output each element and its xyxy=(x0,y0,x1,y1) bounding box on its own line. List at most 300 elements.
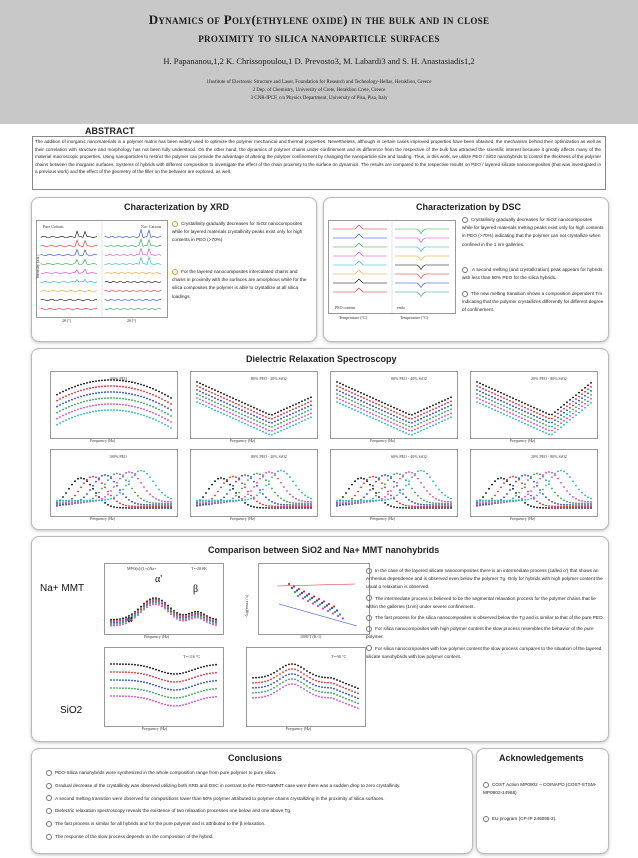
dielectric-data-point xyxy=(310,501,312,503)
dielectric-data-point xyxy=(536,424,538,426)
dielectric-data-point xyxy=(423,506,425,508)
dielectric-data-point xyxy=(381,417,383,419)
dielectric-data-point xyxy=(128,381,130,383)
dielectric-data-point xyxy=(271,434,273,436)
sio2-data-point xyxy=(273,687,275,689)
dielectric-data-point xyxy=(271,422,273,424)
dielectric-data-point xyxy=(137,495,139,497)
sio2-data-point xyxy=(315,695,317,697)
dielectric-data-point xyxy=(277,431,279,433)
sio2-data-point xyxy=(149,683,151,685)
dielectric-data-point xyxy=(119,404,121,406)
sio2-data-point xyxy=(143,681,145,683)
sio2-data-point xyxy=(167,688,169,690)
dielectric-data-point xyxy=(551,472,553,474)
dielectric-data-point xyxy=(363,393,365,395)
dielectric-data-point xyxy=(307,414,309,416)
sio2-data-point xyxy=(185,703,187,705)
sio2-data-point xyxy=(200,691,202,693)
sio2-data-point xyxy=(185,671,187,673)
dielectric-data-point xyxy=(584,407,586,409)
dielectric-data-point xyxy=(372,417,374,419)
dielectric-plot-svg xyxy=(471,372,597,438)
dielectric-data-point xyxy=(89,489,91,491)
dielectric-data-point xyxy=(62,415,64,417)
dielectric-data-point xyxy=(438,489,440,491)
dielectric-data-point xyxy=(375,399,377,401)
dielectric-data-point xyxy=(134,394,136,396)
bullet-icon xyxy=(462,217,468,223)
dsc-note-right: endo xyxy=(397,305,405,310)
mmt-loss-plot xyxy=(104,563,224,635)
sio2-data-point xyxy=(318,676,320,678)
relaxation-map-xlabel: 1000/T (K-1) xyxy=(300,634,322,639)
dielectric-data-point xyxy=(429,506,431,508)
dielectric-data-point xyxy=(158,391,160,393)
dielectric-data-point xyxy=(399,492,401,494)
dielectric-data-point xyxy=(342,500,344,502)
sio2-data-point xyxy=(357,708,359,710)
dielectric-data-point xyxy=(450,412,452,414)
sio2-data-point xyxy=(306,670,308,672)
dielectric-data-point xyxy=(530,476,532,478)
sio2-data-point xyxy=(170,689,172,691)
dielectric-data-point xyxy=(375,495,377,497)
dielectric-data-point xyxy=(402,415,404,417)
sio2-data-point xyxy=(288,679,290,681)
sio2-data-point xyxy=(261,696,263,698)
dielectric-data-point xyxy=(170,421,172,423)
dielectric-data-point xyxy=(479,500,481,502)
dielectric-data-point xyxy=(152,504,154,506)
dielectric-data-point xyxy=(423,425,425,427)
relaxation-map-point xyxy=(319,603,321,605)
dielectric-data-point xyxy=(363,482,365,484)
dielectric-data-point xyxy=(68,500,70,502)
sio2-data-point xyxy=(267,695,269,697)
dielectric-data-point xyxy=(283,421,285,423)
dielectric-data-point xyxy=(497,399,499,401)
dielectric-data-point xyxy=(220,400,222,402)
dielectric-data-point xyxy=(575,504,577,506)
dielectric-data-point xyxy=(545,432,547,434)
dielectric-data-point xyxy=(140,384,142,386)
dielectric-data-point xyxy=(146,473,148,475)
dielectric-data-point xyxy=(226,403,228,405)
dielectric-data-point xyxy=(232,417,234,419)
sio2-data-point xyxy=(113,671,115,673)
dielectric-data-point xyxy=(80,486,82,488)
dielectric-data-point xyxy=(509,476,511,478)
dielectric-data-point xyxy=(527,493,529,495)
dielectric-data-point xyxy=(68,412,70,414)
dielectric-data-point xyxy=(378,492,380,494)
dielectric-data-point xyxy=(426,490,428,492)
dielectric-data-point xyxy=(170,397,172,399)
dielectric-data-point xyxy=(104,379,106,381)
dielectric-data-point xyxy=(250,413,252,415)
dielectric-data-point xyxy=(134,506,136,508)
sio2-data-point xyxy=(285,680,287,682)
relaxation-fit-line xyxy=(279,604,357,626)
sio2-data-point xyxy=(170,705,172,707)
dielectric-data-point xyxy=(444,403,446,405)
dielectric-data-point xyxy=(369,412,371,414)
dielectric-data-point xyxy=(196,397,198,399)
dielectric-data-point xyxy=(274,421,276,423)
dielectric-data-point xyxy=(265,505,267,507)
relaxation-map-point xyxy=(322,607,324,609)
dielectric-data-point xyxy=(420,410,422,412)
dielectric-data-point xyxy=(402,507,404,509)
dielectric-data-point xyxy=(384,486,386,488)
dielectric-data-point xyxy=(286,415,288,417)
sio2-data-point xyxy=(182,680,184,682)
dielectric-data-point xyxy=(372,476,374,478)
dielectric-data-point xyxy=(414,492,416,494)
dielectric-data-point xyxy=(295,415,297,417)
dielectric-data-point xyxy=(575,398,577,400)
dielectric-data-point xyxy=(83,413,85,415)
sio2-data-point xyxy=(176,689,178,691)
dielectric-data-point xyxy=(521,499,523,501)
sio2-data-point xyxy=(330,697,332,699)
dielectric-data-point xyxy=(289,426,291,428)
dielectric-data-point xyxy=(68,388,70,390)
dielectric-data-point xyxy=(369,500,371,502)
dielectric-data-point xyxy=(122,507,124,509)
dielectric-data-point xyxy=(423,504,425,506)
dielectric-data-point xyxy=(134,507,136,509)
sio2-data-point xyxy=(152,684,154,686)
dielectric-data-point xyxy=(116,501,118,503)
dielectric-data-point xyxy=(140,414,142,416)
dielectric-data-point xyxy=(345,397,347,399)
dielectric-data-point xyxy=(247,504,249,506)
dielectric-data-point xyxy=(134,406,136,408)
dsc-trace-line xyxy=(395,274,449,279)
dielectric-data-point xyxy=(304,495,306,497)
sio2-data-point xyxy=(176,673,178,675)
dielectric-data-point xyxy=(164,424,166,426)
dielectric-data-point xyxy=(569,506,571,508)
sio2-data-point xyxy=(212,672,214,674)
dielectric-xlabel: Frequency (Hz) xyxy=(510,438,536,443)
sio2-data-point xyxy=(188,678,190,680)
dielectric-data-point xyxy=(524,502,526,504)
dielectric-data-point xyxy=(581,389,583,391)
dielectric-data-point xyxy=(503,482,505,484)
conclusion-item: The fast process is similar for all hybrids and for the pure polymer and is attributed to the β relaxation. xyxy=(46,820,468,828)
dielectric-data-point xyxy=(92,405,94,407)
sio2-data-point xyxy=(179,705,181,707)
dielectric-data-point xyxy=(244,486,246,488)
sio2-loss-plot-1 xyxy=(104,647,224,727)
sio2-data-point xyxy=(318,696,320,698)
dielectric-data-point xyxy=(205,389,207,391)
dielectric-data-point xyxy=(414,429,416,431)
dielectric-data-point xyxy=(247,404,249,406)
dielectric-data-point xyxy=(295,498,297,500)
dielectric-data-point xyxy=(289,504,291,506)
dielectric-data-point xyxy=(375,415,377,417)
dielectric-data-point xyxy=(569,493,571,495)
dielectric-data-point xyxy=(280,504,282,506)
dielectric-data-point xyxy=(512,413,514,415)
dielectric-data-point xyxy=(515,411,517,413)
dielectric-data-point xyxy=(545,472,547,474)
dielectric-data-point xyxy=(104,397,106,399)
dielectric-data-point xyxy=(396,420,398,422)
dielectric-data-point xyxy=(509,400,511,402)
dielectric-data-point xyxy=(527,475,529,477)
dielectric-data-point xyxy=(530,425,532,427)
dielectric-data-point xyxy=(584,399,586,401)
dielectric-data-point xyxy=(584,395,586,397)
dielectric-data-point xyxy=(390,425,392,427)
dielectric-data-point xyxy=(348,407,350,409)
dielectric-data-point xyxy=(387,504,389,506)
sio2-data-point xyxy=(167,696,169,698)
dielectric-data-point xyxy=(381,488,383,490)
sio2-data-point xyxy=(267,690,269,692)
dielectric-data-point xyxy=(271,507,273,509)
dielectric-data-point xyxy=(149,405,151,407)
dielectric-data-point xyxy=(387,404,389,406)
dielectric-data-point xyxy=(429,410,431,412)
dielectric-data-point xyxy=(226,500,228,502)
dielectric-data-point xyxy=(170,498,172,500)
dielectric-data-point xyxy=(393,481,395,483)
dielectric-data-point xyxy=(149,506,151,508)
sio2-data-point xyxy=(255,687,257,689)
dielectric-data-point xyxy=(214,409,216,411)
dielectric-data-point xyxy=(441,408,443,410)
dielectric-data-point xyxy=(354,401,356,403)
dielectric-data-point xyxy=(277,503,279,505)
sio2-data-point xyxy=(119,663,121,665)
dielectric-data-point xyxy=(578,408,580,410)
bullet-icon xyxy=(366,568,372,574)
dielectric-data-point xyxy=(229,489,231,491)
dielectric-data-point xyxy=(432,409,434,411)
dielectric-data-point xyxy=(360,477,362,479)
sio2-data-point xyxy=(125,679,127,681)
dielectric-data-point xyxy=(229,400,231,402)
dielectric-data-point xyxy=(515,403,517,405)
dielectric-data-point xyxy=(214,389,216,391)
dielectric-data-point xyxy=(146,386,148,388)
dielectric-plot xyxy=(190,449,318,517)
dielectric-data-point xyxy=(378,420,380,422)
mmt-data-point xyxy=(164,608,166,610)
dielectric-data-point xyxy=(384,423,386,425)
sio2-data-point xyxy=(197,667,199,669)
dielectric-data-point xyxy=(396,485,398,487)
dielectric-data-point xyxy=(164,412,166,414)
dielectric-data-point xyxy=(587,392,589,394)
dielectric-data-point xyxy=(435,485,437,487)
bullet-icon xyxy=(46,783,52,789)
dielectric-data-point xyxy=(107,479,109,481)
relaxation-map-point xyxy=(299,593,301,595)
dielectric-data-point xyxy=(256,482,258,484)
dielectric-data-point xyxy=(304,503,306,505)
dielectric-data-point xyxy=(512,500,514,502)
dielectric-data-point xyxy=(554,473,556,475)
dielectric-data-point xyxy=(509,396,511,398)
dielectric-data-point xyxy=(298,410,300,412)
dielectric-data-point xyxy=(274,506,276,508)
dielectric-data-point xyxy=(146,490,148,492)
dielectric-data-point xyxy=(98,410,100,412)
dielectric-data-point xyxy=(71,417,73,419)
dielectric-data-point xyxy=(134,502,136,504)
dielectric-data-point xyxy=(521,401,523,403)
dielectric-data-point xyxy=(366,479,368,481)
dielectric-data-point xyxy=(363,397,365,399)
dielectric-data-point xyxy=(307,398,309,400)
sio2-data-point xyxy=(212,680,214,682)
dielectric-data-point xyxy=(202,496,204,498)
dielectric-data-point xyxy=(205,401,207,403)
dielectric-data-point xyxy=(366,399,368,401)
sio2-data-point xyxy=(212,664,214,666)
sio2-data-point xyxy=(324,687,326,689)
dielectric-data-point xyxy=(220,486,222,488)
sio2-data-point xyxy=(294,679,296,681)
mmt-data-point xyxy=(215,624,217,626)
sio2-data-point xyxy=(191,693,193,695)
dielectric-data-point xyxy=(569,399,571,401)
dielectric-data-point xyxy=(533,415,535,417)
dielectric-data-point xyxy=(152,400,154,402)
relaxation-map-point xyxy=(323,600,325,602)
dielectric-data-point xyxy=(342,400,344,402)
dielectric-data-point xyxy=(101,404,103,406)
dielectric-data-point xyxy=(488,391,490,393)
sio2-data-point xyxy=(131,664,133,666)
dielectric-data-point xyxy=(476,401,478,403)
dielectric-data-point xyxy=(119,492,121,494)
dielectric-plot-label: 100% PEO xyxy=(109,376,127,381)
dielectric-data-point xyxy=(566,490,568,492)
dielectric-data-point xyxy=(119,398,121,400)
abstract-title: ABSTRACT xyxy=(85,126,135,136)
dielectric-data-point xyxy=(342,404,344,406)
dielectric-data-point xyxy=(581,492,583,494)
dielectric-data-point xyxy=(83,383,85,385)
dielectric-data-point xyxy=(420,430,422,432)
dielectric-data-point xyxy=(426,504,428,506)
xrd-pattern-line xyxy=(105,281,161,282)
dielectric-data-point xyxy=(572,480,574,482)
sio2-data-point xyxy=(297,680,299,682)
dielectric-data-point xyxy=(527,504,529,506)
dielectric-data-point xyxy=(80,414,82,416)
dielectric-data-point xyxy=(229,396,231,398)
dielectric-data-point xyxy=(497,500,499,502)
dielectric-data-point xyxy=(435,504,437,506)
dielectric-data-point xyxy=(146,416,148,418)
dielectric-data-point xyxy=(417,411,419,413)
dielectric-data-point xyxy=(202,396,204,398)
dielectric-data-point xyxy=(426,415,428,417)
dielectric-data-point xyxy=(560,414,562,416)
dielectric-data-point xyxy=(280,506,282,508)
dielectric-data-point xyxy=(298,406,300,408)
dielectric-data-point xyxy=(310,404,312,406)
dielectric-data-point xyxy=(482,404,484,406)
dielectric-data-point xyxy=(250,495,252,497)
dielectric-data-point xyxy=(229,416,231,418)
sio2-data-point xyxy=(146,690,148,692)
sio2-data-point xyxy=(179,681,181,683)
affiliation-1: 1Institute of Electronic Structure and Laser, Foundation for Research and Technology-Hellas, Heraklion, Greece xyxy=(206,80,432,85)
dielectric-data-point xyxy=(134,382,136,384)
dielectric-data-point xyxy=(65,413,67,415)
sio2-data-point xyxy=(149,667,151,669)
dielectric-data-point xyxy=(512,476,514,478)
dielectric-data-point xyxy=(494,397,496,399)
dielectric-plot-svg xyxy=(331,450,457,516)
dielectric-data-point xyxy=(310,503,312,505)
sio2-data-point xyxy=(279,678,281,680)
dielectric-data-point xyxy=(479,382,481,384)
dielectric-data-point xyxy=(77,397,79,399)
dielectric-data-point xyxy=(119,392,121,394)
dielectric-data-point xyxy=(441,492,443,494)
dielectric-data-point xyxy=(423,486,425,488)
dielectric-data-point xyxy=(301,408,303,410)
dielectric-data-point xyxy=(170,409,172,411)
dielectric-data-point xyxy=(530,490,532,492)
dielectric-data-point xyxy=(247,416,249,418)
dielectric-data-point xyxy=(345,389,347,391)
dielectric-data-point xyxy=(137,413,139,415)
sio2-data-point xyxy=(149,691,151,693)
sio2-data-point xyxy=(297,685,299,687)
dielectric-data-point xyxy=(158,397,160,399)
sio2-data-point xyxy=(273,677,275,679)
dielectric-data-point xyxy=(444,501,446,503)
dielectric-data-point xyxy=(65,389,67,391)
dielectric-data-point xyxy=(107,504,109,506)
dielectric-data-point xyxy=(554,423,556,425)
dielectric-data-point xyxy=(158,403,160,405)
dielectric-data-point xyxy=(71,500,73,502)
dielectric-data-point xyxy=(286,506,288,508)
dielectric-data-point xyxy=(441,400,443,402)
sio2-data-point xyxy=(155,685,157,687)
dielectric-data-point xyxy=(506,493,508,495)
sio2-data-point xyxy=(258,687,260,689)
dielectric-data-point xyxy=(226,479,228,481)
dielectric-data-point xyxy=(539,422,541,424)
dielectric-data-point xyxy=(283,429,285,431)
dielectric-data-point xyxy=(217,403,219,405)
dielectric-data-point xyxy=(423,499,425,501)
dielectric-data-point xyxy=(366,395,368,397)
sio2-data-point xyxy=(209,697,211,699)
dielectric-data-point xyxy=(515,407,517,409)
dielectric-data-point xyxy=(95,398,97,400)
sio2-loss-svg-1 xyxy=(105,648,223,726)
dielectric-data-point xyxy=(447,414,449,416)
dielectric-data-point xyxy=(405,496,407,498)
dielectric-data-point xyxy=(280,426,282,428)
sio2-data-point xyxy=(327,697,329,699)
